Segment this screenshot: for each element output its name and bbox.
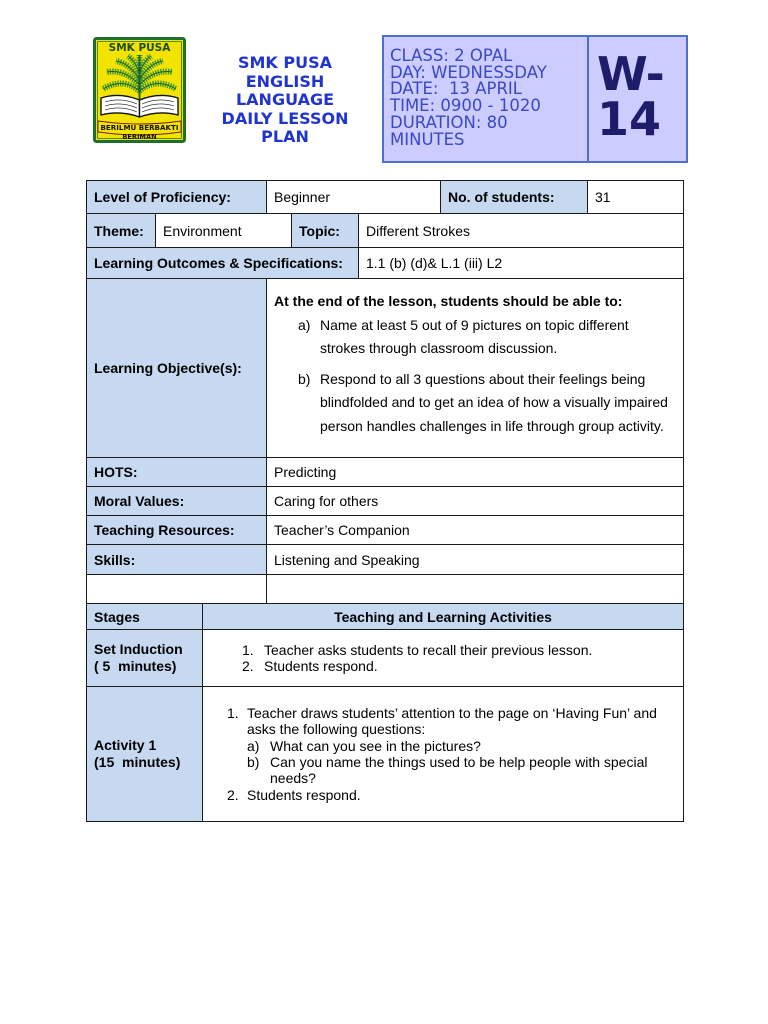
week-value: 14 xyxy=(597,92,662,146)
stage-label xyxy=(94,641,195,675)
table-row xyxy=(87,279,684,458)
activity-steps xyxy=(210,705,676,803)
step-marker: 2. xyxy=(227,786,239,803)
activity-steps xyxy=(210,642,676,674)
question-marker: b) xyxy=(247,754,260,770)
objective-text: Respond to all 3 questions about their feelings being blindfolded and to get an idea of how a visually impaired person handles challenges in life through group activity. xyxy=(320,370,668,434)
logo-motto-line-2: BERIMAN xyxy=(122,133,157,141)
learning-outcomes-value: 1.1 (b) (d)& L.1 (iii) L2 xyxy=(359,248,684,279)
duration-unit-line: MINUTES xyxy=(390,129,465,149)
table-row xyxy=(87,248,684,279)
moral-values-value: Caring for others xyxy=(267,487,684,516)
hots-label: HOTS: xyxy=(87,458,267,487)
week-prefix: W- xyxy=(597,47,665,101)
step-text: Students respond. xyxy=(264,658,378,674)
objective-marker: b) xyxy=(298,370,311,387)
question-item xyxy=(247,754,676,787)
document-title xyxy=(205,54,365,147)
date-line: DATE: 13 APRIL xyxy=(390,79,522,99)
number-of-students-value: 31 xyxy=(588,181,684,214)
stage-label xyxy=(94,737,195,771)
set-induction-stage xyxy=(87,630,203,687)
step-text: Students respond. xyxy=(247,786,361,803)
table-row xyxy=(87,487,684,516)
table-row xyxy=(87,545,684,575)
day-line: DAY: WEDNESSDAY xyxy=(390,62,547,82)
table-row xyxy=(87,458,684,487)
activity-step xyxy=(227,705,676,787)
level-of-proficiency-value: Beginner xyxy=(267,181,441,214)
step-body xyxy=(247,705,676,787)
blank-cell xyxy=(267,575,684,604)
activities-header: Teaching and Learning Activities xyxy=(203,604,684,630)
activity-step xyxy=(227,787,676,803)
set-induction-row xyxy=(87,630,684,687)
class-details xyxy=(384,37,589,161)
teaching-resources-value: Teacher’s Companion xyxy=(267,516,684,545)
class-info-box xyxy=(382,35,688,163)
table-row xyxy=(87,181,684,214)
topic-label: Topic: xyxy=(292,214,359,248)
title-line: LANGUAGE xyxy=(235,90,335,109)
theme-label: Theme: xyxy=(87,214,156,248)
table-row xyxy=(87,214,684,248)
question-text: Can you name the things used to be help people with special needs? xyxy=(270,754,648,787)
question-item xyxy=(247,738,676,754)
learning-objectives-content xyxy=(267,279,684,458)
skills-value: Listening and Speaking xyxy=(267,545,684,575)
learning-objectives-label: Learning Objective(s): xyxy=(87,279,267,458)
activities-header-row xyxy=(87,604,684,630)
theme-value: Environment xyxy=(156,214,292,248)
moral-values-label: Moral Values: xyxy=(87,487,267,516)
activity-step xyxy=(242,658,676,674)
activity-1-stage xyxy=(87,687,203,822)
step-marker: 2. xyxy=(242,658,254,674)
class-line: CLASS: 2 OPAL xyxy=(390,46,513,65)
objective-item xyxy=(274,314,676,361)
school-logo xyxy=(93,37,186,143)
stages-header: Stages xyxy=(87,604,203,630)
title-line: DAILY LESSON xyxy=(221,108,349,128)
title-line: PLAN xyxy=(261,127,309,146)
stage-name: Set Induction xyxy=(94,641,183,657)
objective-item xyxy=(274,368,676,439)
set-induction-activities xyxy=(203,630,684,687)
stage-name: Activity 1 xyxy=(94,737,157,753)
activity-1-row xyxy=(87,687,684,822)
title-line: SMK PUSA xyxy=(237,53,333,72)
activity-step xyxy=(242,642,676,658)
number-of-students-label: No. of students: xyxy=(441,181,588,214)
level-of-proficiency-label: Level of Proficiency: xyxy=(87,181,267,214)
table-row xyxy=(87,516,684,545)
objective-marker: a) xyxy=(298,316,311,333)
activity-1-activities xyxy=(203,687,684,822)
blank-table-row xyxy=(87,575,684,604)
step-marker: 1. xyxy=(242,642,254,658)
teaching-resources-label: Teaching Resources: xyxy=(87,516,267,545)
step-text: Teacher draws students’ attention to the page on ‘Having Fun’ and asks the following questions: xyxy=(247,704,657,738)
week-number xyxy=(589,37,686,161)
time-line: TIME: 0900 - 1020 xyxy=(390,96,541,116)
skills-label: Skills: xyxy=(87,545,267,575)
lesson-plan-table xyxy=(86,180,684,822)
title-line: ENGLISH xyxy=(245,71,325,91)
objectives-intro: At the end of the lesson, students should be able to: xyxy=(274,293,623,309)
logo-school-name: SMK PUSA xyxy=(108,42,171,54)
learning-outcomes-label: Learning Outcomes & Specifications: xyxy=(87,248,359,279)
question-text: What can you see in the pictures? xyxy=(270,737,481,754)
step-text: Teacher asks students to recall their previous lesson. xyxy=(264,642,593,658)
stage-duration: (15 minutes) xyxy=(94,754,181,770)
topic-value: Different Strokes xyxy=(359,214,684,248)
blank-cell xyxy=(87,575,267,604)
logo-motto-line-1: BERILMU BERBAKTI xyxy=(100,124,179,132)
objective-text: Name at least 5 out of 9 pictures on topic different strokes through classroom discussion. xyxy=(320,316,629,356)
step-marker: 1. xyxy=(227,704,239,721)
hots-value: Predicting xyxy=(267,458,684,487)
duration-line: DURATION: 80 xyxy=(390,112,508,132)
question-marker: a) xyxy=(247,737,260,754)
stage-duration: ( 5 minutes) xyxy=(94,658,177,674)
